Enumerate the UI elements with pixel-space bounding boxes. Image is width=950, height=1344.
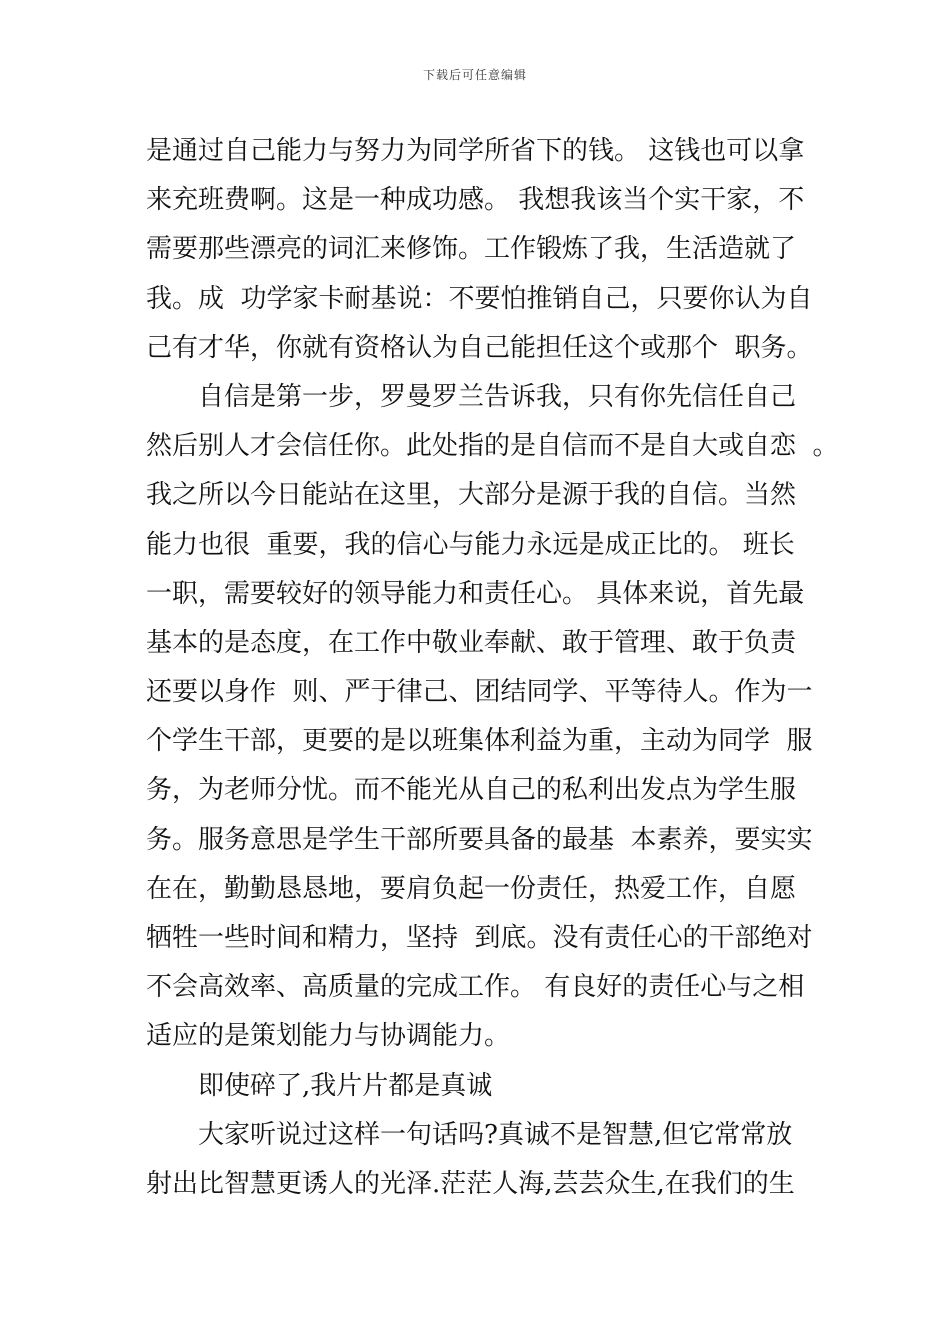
text-line: 来充班费啊。这是一种成功感。 我想我该当个实干家，不 xyxy=(146,185,805,216)
text-line: 个学生干部，更要的是以班集体利益为重，主动为同学 服 xyxy=(146,726,813,757)
text-line: 我。成 功学家卡耐基说：不要怕推销自己，只要你认为自 xyxy=(146,283,813,314)
text-line: 射出比智慧更诱人的光泽.茫茫人海,芸芸众生,在我们的生 xyxy=(146,1168,795,1199)
text-line: 务，为老师分忧。而不能光从自己的私利出发点为学生服 xyxy=(146,775,797,806)
text-line: 基本的是态度，在工作中敬业奉献、敢于管理、敢于负责 xyxy=(146,627,797,658)
text-line: 还要以身作 则、严于律己、团结同学、平等待人。作为一 xyxy=(146,677,813,708)
text-line: 一职，需要较好的领导能力和责任心。 具体来说，首先最 xyxy=(146,578,805,609)
text-line: 不会高效率、高质量的完成工作。 有良好的责任心与之相 xyxy=(146,972,805,1003)
text-line: 在在，勤勤恳恳地，要肩负起一份责任，热爱工作，自愿 xyxy=(146,873,797,904)
page-header: 下载后可任意编辑 xyxy=(422,68,527,82)
paragraph-start-line: 大家听说过这样一句话吗?真诚不是智慧,但它常常放 xyxy=(198,1119,793,1150)
section-heading-line: 即使碎了,我片片都是真诚 xyxy=(198,1070,493,1101)
text-line: 需要那些漂亮的词汇来修饰。工作锻炼了我，生活造就了 xyxy=(146,234,797,265)
text-line: 然后别人才会信任你。此处指的是自信而不是自大或自恋 。 xyxy=(146,431,839,462)
text-line: 己有才华，你就有资格认为自己能担任这个或那个 职务。 xyxy=(146,332,813,363)
text-line: 能力也很 重要，我的信心与能力永远是成正比的。 班长 xyxy=(146,529,795,560)
body-text xyxy=(146,127,839,1209)
paragraph-start-line: 自信是第一步，罗曼罗兰告诉我，只有你先信任自己 xyxy=(198,381,797,412)
text-line: 牺牲一些时间和精力，坚持 到底。没有责任心的干部绝对 xyxy=(146,923,813,953)
text-line: 务。服务意思是学生干部所要具备的最基 本素养，要实实 xyxy=(146,824,813,855)
text-line: 是通过自己能力与努力为同学所省下的钱。 这钱也可以拿 xyxy=(146,136,805,166)
text-line: 我之所以今日能站在这里，大部分是源于我的自信。当然 xyxy=(146,480,797,511)
text-line: 适应的是策划能力与协调能力。 xyxy=(146,1021,511,1052)
